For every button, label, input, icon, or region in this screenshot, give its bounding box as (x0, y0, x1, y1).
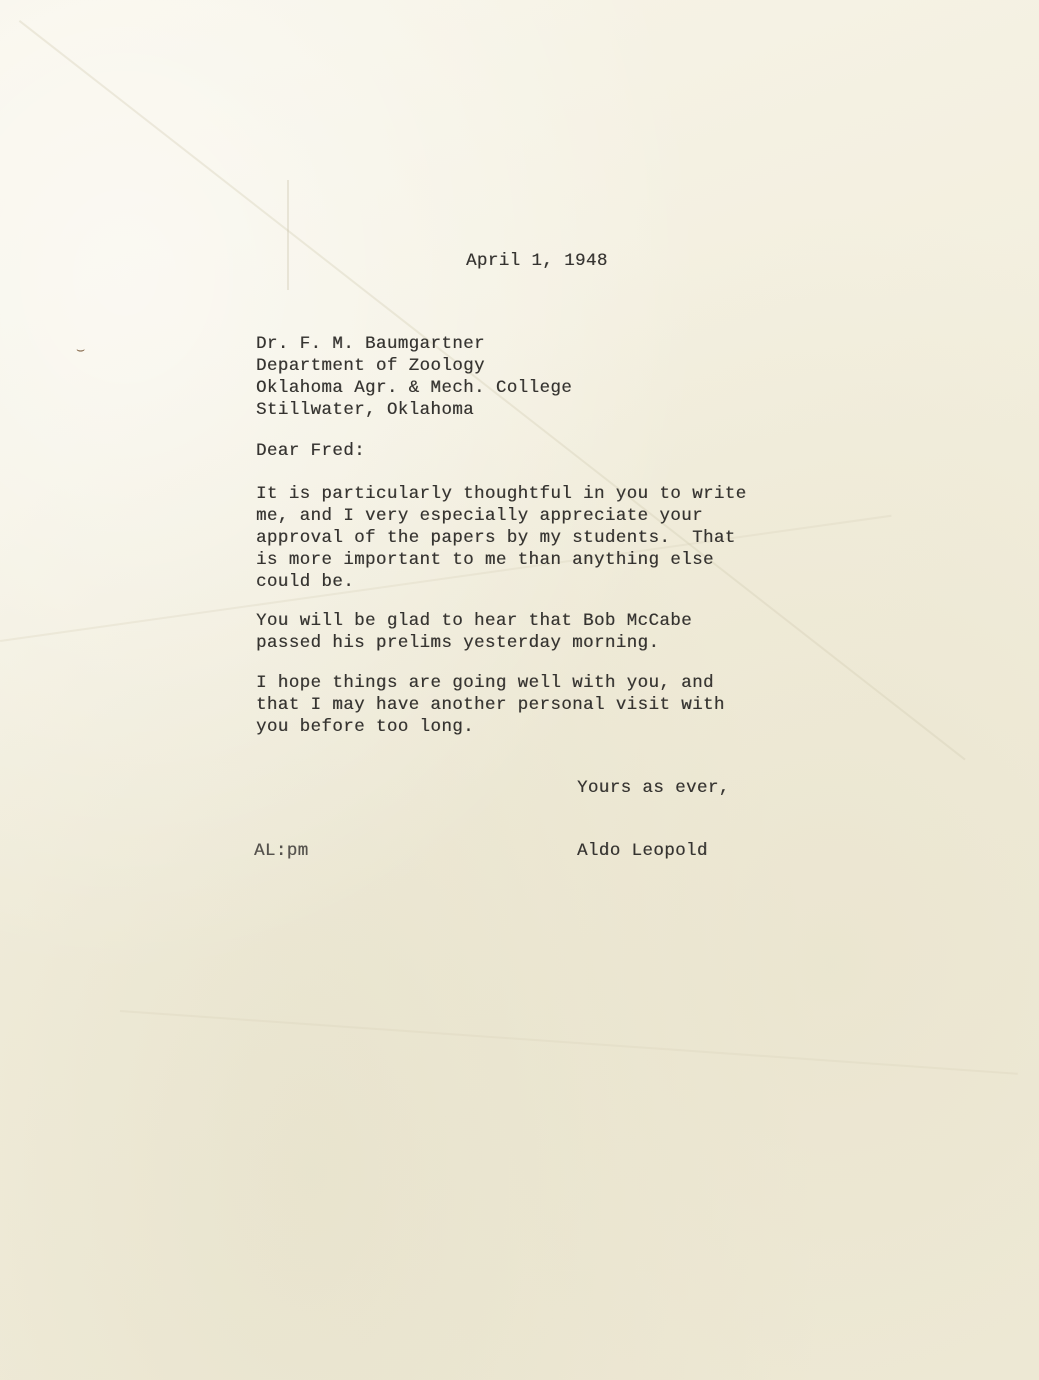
letter-date: April 1, 1948 (466, 251, 608, 271)
salutation: Dear Fred: (256, 441, 366, 461)
body-line: You will be glad to hear that Bob McCabe (256, 611, 693, 631)
body-paragraph-2 (256, 610, 692, 654)
body-line: is more important to me than anything else (256, 550, 714, 570)
signature-name: Aldo Leopold (577, 841, 708, 861)
body-paragraph-3 (256, 672, 725, 738)
typist-initials: AL:pm (254, 841, 309, 861)
body-line: approval of the papers by my students. That (256, 528, 736, 548)
body-line: you before too long. (256, 717, 475, 737)
recipient-line: Department of Zoology (256, 356, 485, 376)
body-line: that I may have another personal visit with (256, 695, 725, 715)
body-line: I hope things are going well with you, and (256, 673, 714, 693)
body-line: could be. (256, 572, 355, 592)
body-line: passed his prelims yesterday morning. (256, 633, 660, 653)
recipient-line: Stillwater, Oklahoma (256, 400, 475, 420)
recipient-address (256, 333, 572, 421)
recipient-line: Dr. F. M. Baumgartner (256, 334, 485, 354)
recipient-line: Oklahoma Agr. & Mech. College (256, 378, 573, 398)
closing: Yours as ever, (577, 778, 730, 798)
body-line: me, and I very especially appreciate your (256, 506, 703, 526)
paper-blemish: ⌣ (76, 342, 86, 358)
body-paragraph-1 (256, 483, 747, 593)
body-line: It is particularly thoughtful in you to write (256, 484, 747, 504)
